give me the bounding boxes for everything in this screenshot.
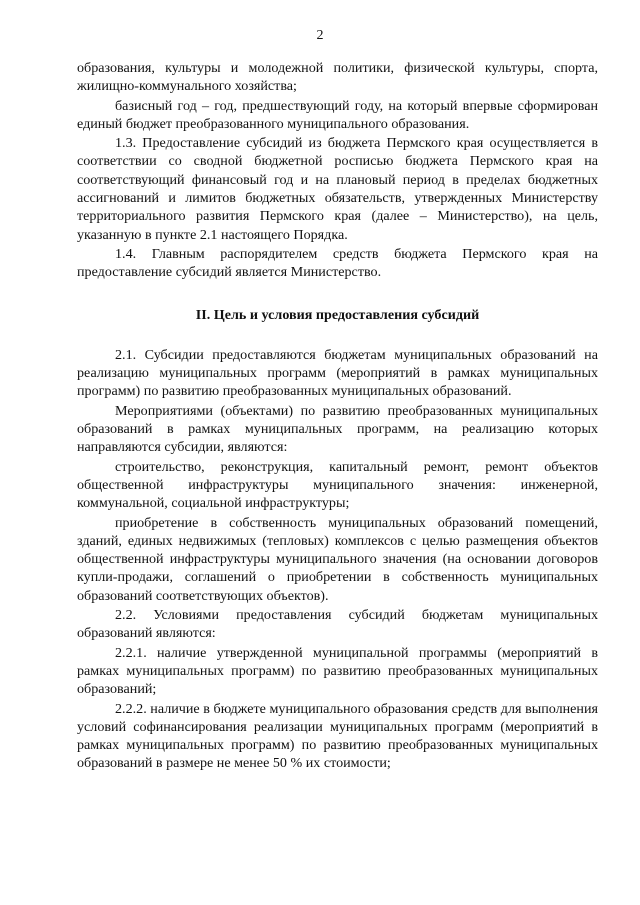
page-number: 2 <box>316 28 324 43</box>
paragraph-1-4: 1.4. Главным распорядителем средств бюджета Пермского края на предоставление субсидий является Министерство. <box>77 245 598 281</box>
document-body <box>77 59 598 774</box>
paragraph-2-2-1: 2.2.1. наличие утвержденной муниципальной программы (мероприятий в рамках муниципальных программ) по развитию преобразованных муниципальных образований; <box>77 644 598 698</box>
paragraph-2-2: 2.2. Условиями предоставления субсидий бюджетам муниципальных образований являются: <box>77 607 598 642</box>
paragraph-base-year-definition: базисный год – год, предшествующий году, на который впервые сформирован единый бюджет преобразованного муниципального образования. <box>77 97 598 132</box>
paragraph-1-3: 1.3. Предоставление субсидий из бюджета Пермского края осуществляется в соответствии со сводной бюджетной росписью бюджета Пермского края на соответствующий финансовый год и на плановый период в пределах бюджетных ассигнований и лимитов бюджетных обязательств, утвержденных Министерству территориального развития Пермского края (далее – Министерство), на цель, указанную в пункте 2.1 настоящего Порядка. <box>77 135 598 243</box>
paragraph-acquisition: приобретение в собственность муниципальных образований помещений, зданий, единых недвижимых (тепловых) комплексов с целью размещения объектов общественной инфраструктуры муниципального значения (на основании договоров купли-продажи, соглашений о приобретении в собственность муниципальных образований соответствующих объектов). <box>77 514 598 604</box>
section-heading: II. Цель и условия предоставления субсидий <box>195 306 480 323</box>
paragraph-continuation: образования, культуры и молодежной политики, физической культуры, спорта, жилищно-коммунального хозяйства; <box>77 60 598 95</box>
paragraph-2-1: 2.1. Субсидии предоставляются бюджетам муниципальных образований на реализацию муниципальных программ (мероприятий в рамках муниципальных программ) по развитию преобразованных муниципальных образований. <box>77 346 598 400</box>
paragraph-2-2-2: 2.2.2. наличие в бюджете муниципального образования средств для выполнения условий софинансирования реализации муниципальных программ (мероприятий в рамках муниципальных программ) по развитию преобразованных муниципальных образований в размере не менее 50 % их стоимости; <box>77 700 598 772</box>
paragraph-activities-intro: Мероприятиями (объектами) по развитию преобразованных муниципальных образований в рамках муниципальных программ, на реализацию которых направляются субсидии, являются: <box>77 402 598 456</box>
paragraph-construction: строительство, реконструкция, капитальный ремонт, ремонт объектов общественной инфраструктуры муниципального значения: инженерной, коммунальной, социальной инфраструктуры; <box>77 458 598 512</box>
